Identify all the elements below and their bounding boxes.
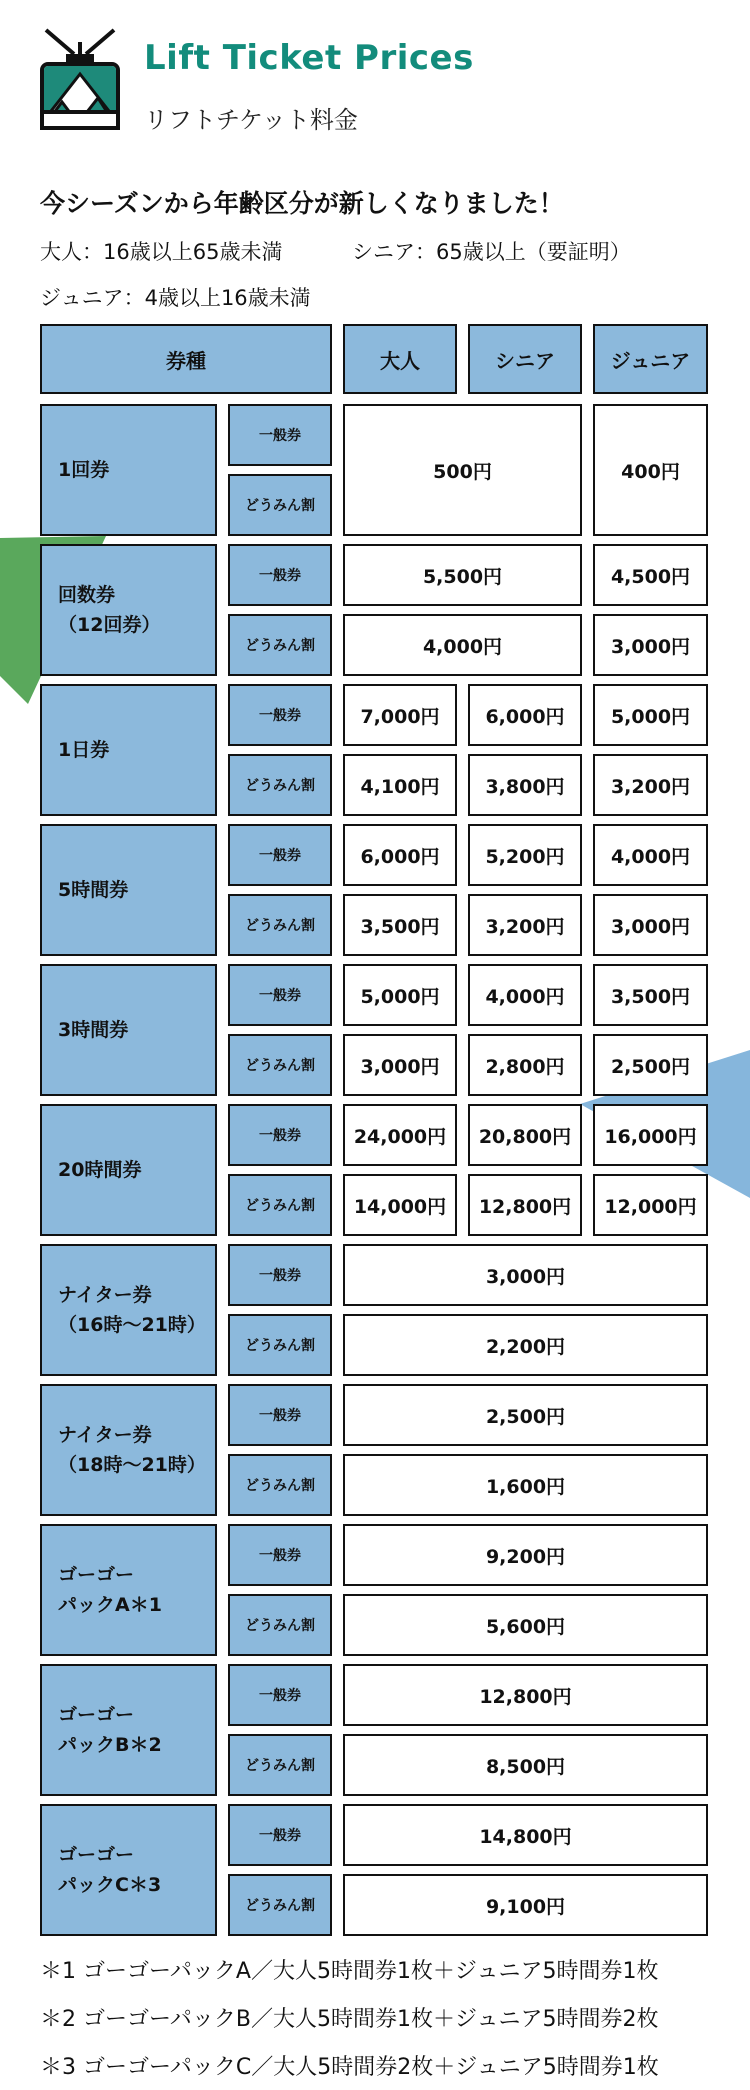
sub-label-general: 一般券 [228,1244,332,1306]
price-all-ages-general: 2,500円 [343,1384,708,1446]
price-adult-senior-doumin: 4,000円 [343,614,582,676]
ticket-type-11: ゴーゴー パックC＊3 [40,1804,217,1936]
sub-label-general: 一般券 [228,824,332,886]
sub-label-general: 一般券 [228,1104,332,1166]
price-adult-general: 5,000円 [343,964,457,1026]
sub-label-general: 一般券 [228,1524,332,1586]
sub-label-doumin: どうみん割 [228,1034,332,1096]
sub-label-doumin: どうみん割 [228,1734,332,1796]
price-adult-general: 24,000円 [343,1104,457,1166]
sub-label-doumin: どうみん割 [228,894,332,956]
ticket-type-1: 1回券 [40,404,217,536]
price-all-ages-general: 14,800円 [343,1804,708,1866]
price-all-ages-doumin: 1,600円 [343,1454,708,1516]
price-adult-doumin: 3,000円 [343,1034,457,1096]
footnote-1: ＊1 ゴーゴーパックA／大人5時間券1枚＋ジュニア5時間券1枚 [40,1959,659,1984]
sub-label-general: 一般券 [228,684,332,746]
age-group-junior: ジュニア：4歳以上16歳未満 [40,286,311,310]
sub-label-doumin: どうみん割 [228,474,332,536]
sub-label-general: 一般券 [228,404,332,466]
price-adult-doumin: 4,100円 [343,754,457,816]
header-ticket-type: 券種 [40,324,332,394]
price-junior-doumin: 3,000円 [593,894,708,956]
price-senior-general: 6,000円 [468,684,582,746]
ticket-type-8: ナイター券 （18時～21時） [40,1384,217,1516]
ticket-type-9: ゴーゴー パックA＊1 [40,1524,217,1656]
price-junior-general: 16,000円 [593,1104,708,1166]
header-junior: ジュニア [593,324,708,394]
price-all-ages-general: 12,800円 [343,1664,708,1726]
ticket-type-3: 1日券 [40,684,217,816]
footnote-2: ＊2 ゴーゴーパックB／大人5時間券1枚＋ジュニア5時間券2枚 [40,2007,659,2032]
price-junior-general: 4,500円 [593,544,708,606]
price-junior-doumin: 3,200円 [593,754,708,816]
price-senior-general: 5,200円 [468,824,582,886]
footnote-3: ＊3 ゴーゴーパックC／大人5時間券2枚＋ジュニア5時間券1枚 [40,2055,659,2080]
price-all-ages-doumin: 8,500円 [343,1734,708,1796]
ticket-type-7: ナイター券 （16時～21時） [40,1244,217,1376]
sub-label-doumin: どうみん割 [228,1454,332,1516]
sub-label-doumin: どうみん割 [228,1874,332,1936]
price-senior-doumin: 2,800円 [468,1034,582,1096]
price-table [40,324,710,1934]
header-adult: 大人 [343,324,457,394]
price-adult-general: 6,000円 [343,824,457,886]
age-group-adult: 大人：16歳以上65歳未満 [40,240,283,264]
price-all-ages-doumin: 5,600円 [343,1594,708,1656]
price-all-ages-general: 9,200円 [343,1524,708,1586]
ticket-type-2: 回数券 （12回券） [40,544,217,676]
ticket-type-10: ゴーゴー パックB＊2 [40,1664,217,1796]
price-junior-doumin: 2,500円 [593,1034,708,1096]
sub-label-general: 一般券 [228,1804,332,1866]
price-junior-general: 400円 [593,404,708,536]
price-adult-general: 7,000円 [343,684,457,746]
price-adult-senior-general: 500円 [343,404,582,536]
sub-label-doumin: どうみん割 [228,1174,332,1236]
age-change-notice: 今シーズンから年齢区分が新しくなりました！ [40,189,564,218]
price-all-ages-doumin: 9,100円 [343,1874,708,1936]
sub-label-doumin: どうみん割 [228,614,332,676]
sub-label-general: 一般券 [228,544,332,606]
sub-label-doumin: どうみん割 [228,1594,332,1656]
ticket-type-6: 20時間券 [40,1104,217,1236]
page-subtitle: リフトチケット料金 [144,106,358,134]
sub-label-doumin: どうみん割 [228,754,332,816]
price-adult-senior-general: 5,500円 [343,544,582,606]
price-adult-doumin: 14,000円 [343,1174,457,1236]
price-senior-doumin: 3,200円 [468,894,582,956]
ticket-type-4: 5時間券 [40,824,217,956]
price-adult-doumin: 3,500円 [343,894,457,956]
header-senior: シニア [468,324,582,394]
sub-label-doumin: どうみん割 [228,1314,332,1376]
sub-label-general: 一般券 [228,1664,332,1726]
price-senior-doumin: 12,800円 [468,1174,582,1236]
price-junior-general: 3,500円 [593,964,708,1026]
price-senior-general: 4,000円 [468,964,582,1026]
price-junior-doumin: 12,000円 [593,1174,708,1236]
price-junior-general: 5,000円 [593,684,708,746]
price-all-ages-general: 3,000円 [343,1244,708,1306]
ticket-type-5: 3時間券 [40,964,217,1096]
price-senior-doumin: 3,800円 [468,754,582,816]
price-junior-doumin: 3,000円 [593,614,708,676]
page-header [40,28,720,138]
price-senior-general: 20,800円 [468,1104,582,1166]
price-all-ages-doumin: 2,200円 [343,1314,708,1376]
lift-gondola-mountain-icon [40,28,120,130]
price-junior-general: 4,000円 [593,824,708,886]
sub-label-general: 一般券 [228,964,332,1026]
page-title: Lift Ticket Prices [144,38,474,78]
sub-label-general: 一般券 [228,1384,332,1446]
age-group-senior: シニア：65歳以上（要証明） [352,240,631,264]
